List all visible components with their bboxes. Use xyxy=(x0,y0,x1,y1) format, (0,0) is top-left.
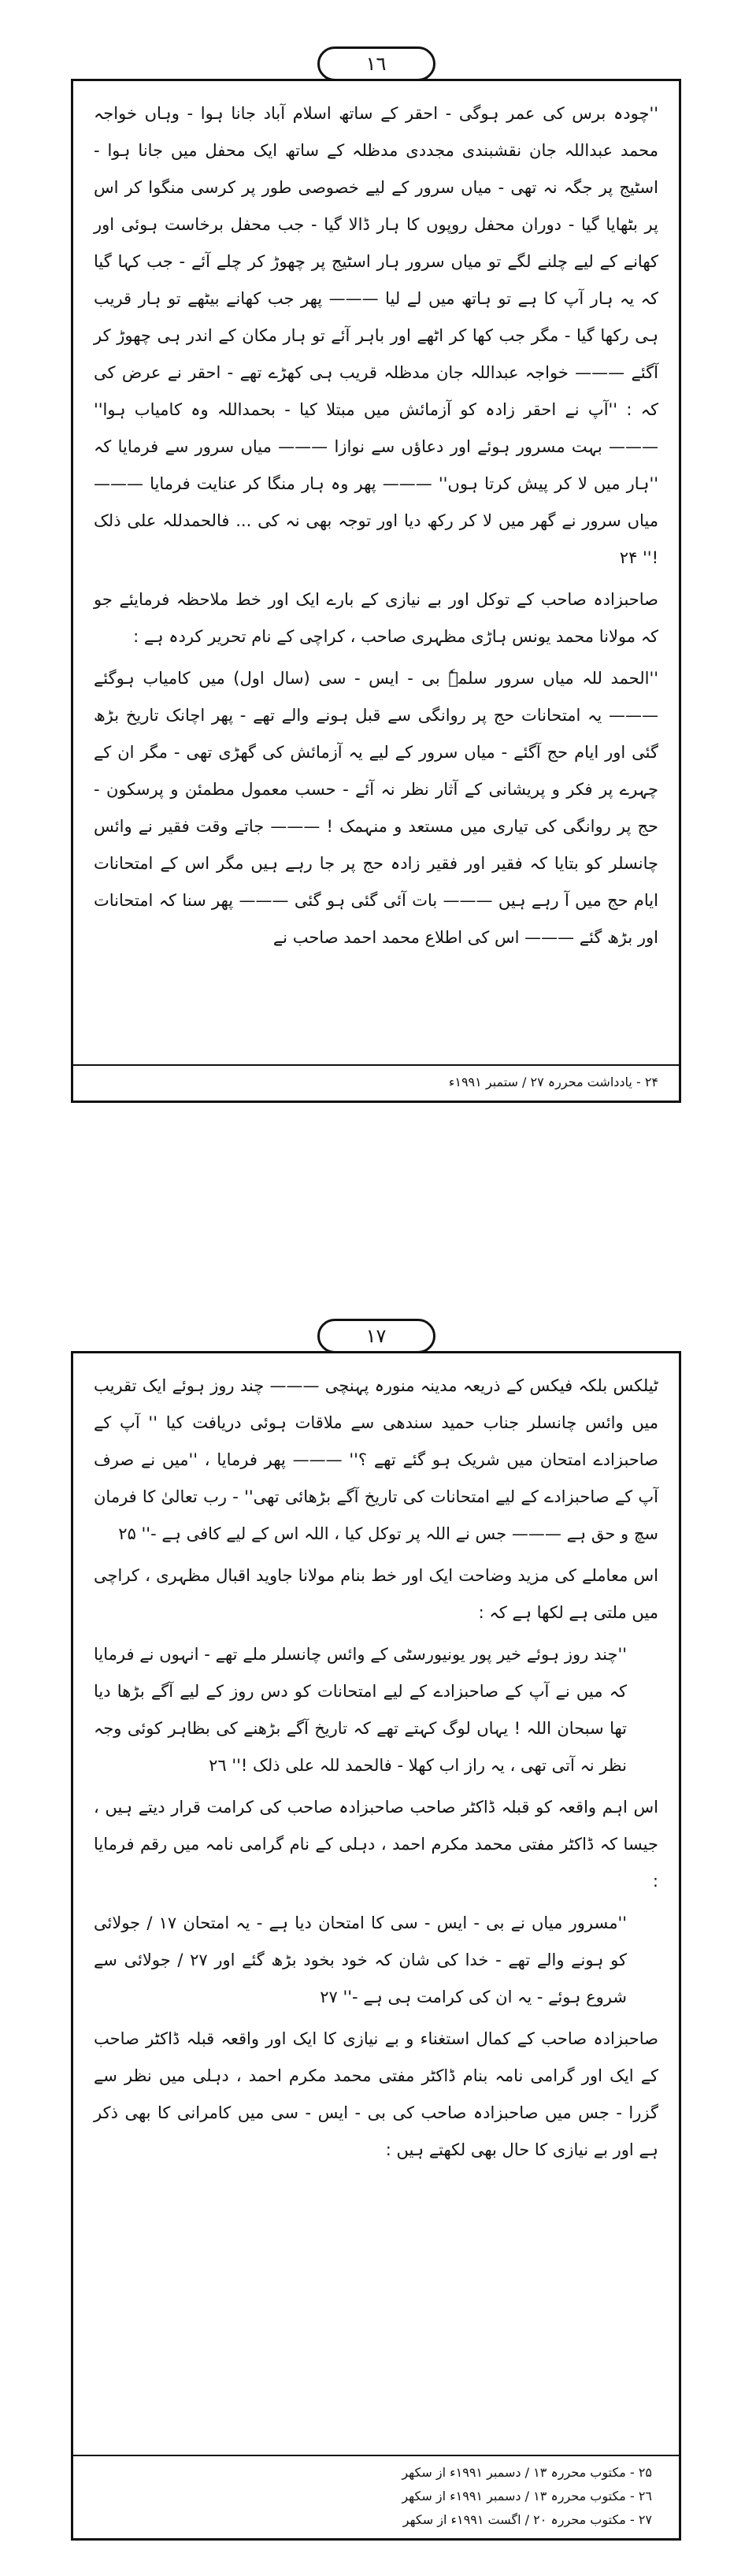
page-number: ١٦ xyxy=(317,46,435,81)
paragraph: ''الحمد للہ میاں سرور سلمہٗ بی - ایس - سی (سال اول) میں کامیاب ہوگئے ——— یہ امتحانات حج پر روانگی سے قبل ہونے والے تھے - پھر اچانک تاریخ بڑھ گئی اور ایام حج آگئے - میاں سرور کے لیے یہ آزمائش کی گھڑی تھی - مگر ان کے چہرے پر فکر و پریشانی کے آثار نظر نہ آئے - حسب معمول مطمئن و پرسکون - حج پر روانگی کی تیاری میں مستعد و منہمک ! ——— جاتے وقت فقیر نے وائس چانسلر کو بتایا کہ فقیر اور فقیر زادہ حج پر جا رہے ہیں مگر اس کے امتحانات ایام حج میں آ رہے ہیں ——— بات آئی گئی ہو گئی ——— پھر سنا کہ امتحانات اور بڑھ گئے ——— اس کی اطلاع محمد احمد صاحب نے xyxy=(94,669,658,947)
paragraph: ''مسرور میاں نے بی - ایس - سی کا امتحان دیا ہے - یہ امتحان ١٧ / جولائی کو ہونے والے تھے - خدا کی شان کہ خود بخود بڑھ گئے اور ٢٧ / جولائی سے شروع ہوئے - یہ ان کی کرامت ہی ہے -'' ٢٧ xyxy=(94,1913,627,2006)
page-17 xyxy=(71,1325,681,2541)
footnote: ٢٧ - مکتوب محررہ ٢٠ / اگست ١٩٩١ء از سکھر xyxy=(402,2512,652,2527)
footnotes xyxy=(73,2455,679,2538)
page-number: ١٧ xyxy=(317,1319,435,1353)
paragraph: صاحبزادہ صاحب کے کمال استغناء و بے نیازی کا ایک اور واقعہ قبلہ ڈاکٹر صاحب کے ایک اور گرامی نامہ بنام ڈاکٹر مفتی محمد مکرم احمد ، دہلی میں نظر سے گزرا - جس میں صاحبزادہ صاحب کی بی - ایس - سی میں کامرانی کا بھی ذکر ہے اور بے نیازی کا حال بھی لکھتے ہیں : xyxy=(94,2029,658,2159)
paragraph: اس اہم واقعہ کو قبلہ ڈاکٹر صاحب صاحبزادہ صاحب کی کرامت قرار دیتے ہیں ، جیسا کہ ڈاکٹر مفتی محمد مکرم احمد ، دہلی کے نام گرامی نامہ میں رقم فرمایا : xyxy=(94,1798,658,1891)
paragraph: اس معاملے کی مزید وضاحت ایک اور خط بنام مولانا جاوید اقبال مظہری ، کراچی میں ملتی ہے لکھا ہے کہ : xyxy=(94,1566,658,1622)
footnotes xyxy=(73,1064,679,1101)
paragraph: صاحبزادہ صاحب کے توکل اور بے نیازی کے بارے ایک اور خط ملاحظہ فرمایئے جو کہ مولانا محمد یونس ہاڑی مظہری صاحب ، کراچی کے نام تحریر کردہ ہے : xyxy=(94,590,658,646)
footnote: ٢٦ - مکتوب محررہ ١٣ / دسمبر ١٩٩١ء از سکھر xyxy=(402,2489,652,2504)
paragraph: ''چودہ برس کی عمر ہوگی - احقر کے ساتھ اسلام آباد جانا ہوا - وہاں خواجہ محمد عبداللہ جان نقشبندی مجددی مدظلہ کے ساتھ ایک محفل میں جانا ہوا - اسٹیج پر جگہ نہ تھی - میاں سرور کے لیے خصوصی طور پر کرسی منگوا کر اس پر بٹھایا گیا - دوران محفل روپوں کا ہار ڈالا گیا - جب محفل برخاست ہوئی اور کھانے کے لیے چلنے لگے تو میاں سرور ہار اسٹیج پر چھوڑ کر چلے آئے - جب کہا گیا کہ یہ ہار آپ کا ہے تو ہاتھ میں لے لیا ——— پھر جب کھانے بیٹھے تو ہار قریب ہی رکھا گیا - مگر جب کھا کر اٹھے اور باہر آئے تو ہار مکان کے اندر ہی چھوڑ کر آگئے ——— خواجہ عبداللہ جان مدظلہ قریب ہی کھڑے تھے - احقر نے عرض کی کہ : ''آپ نے احقر زادہ کو آزمائش میں مبتلا کیا - بحمداللہ وہ کامیاب ہوا'' ——— بہت مسرور ہوئے اور دعاؤں سے نوازا ——— میاں سرور سے فرمایا کہ ''ہار میں لا کر پیش کرتا ہوں'' ——— پھر وہ ہار منگا کر عنایت فرمایا ——— میاں سرور نے گھر میں لا کر رکھ دیا اور توجہ بھی نہ کی ... فالحمدللہ علی ذلک !'' ٢۴ xyxy=(94,104,658,567)
page-16 xyxy=(71,53,681,1103)
paragraph: ٹیلکس بلکہ فیکس کے ذریعہ مدینہ منورہ پہنچی ——— چند روز ہوئے ایک تقریب میں وائس چانسلر جناب حمید سندھی سے ملاقات ہوئی دریافت کیا '' آپ کے صاحبزادے امتحان میں شریک ہو گئے تھے ؟'' ——— پھر فرمایا ، ''میں نے صرف آپ کے صاحبزادے کے لیے امتحانات کی تاریخ آگے بڑھائی تھی'' - رب تعالیٰ کا فرمان سچ و حق ہے ——— جس نے اللہ پر توکل کیا ، اللہ اس کے لیے کافی ہے -'' ٢۵ xyxy=(94,1376,658,1543)
page-body xyxy=(94,1368,658,2169)
footnote: ٢۴ - یادداشت محررہ ٢٧ / ستمبر ١٩٩١ء xyxy=(448,1075,658,1089)
page-body xyxy=(94,95,658,956)
footnote: ٢۵ - مکتوب محررہ ١٣ / دسمبر ١٩٩١ء از سکھر xyxy=(402,2465,652,2480)
paragraph: ''چند روز ہوئے خیر پور یونیورسٹی کے وائس چانسلر ملے تھے - انہوں نے فرمایا کہ میں نے آپ کے صاحبزادے کے لیے امتحانات کو دس روز کے لیے آگے بڑھا دیا تھا سبحان اللہ ! یہاں لوگ کہتے تھے کہ تاریخ آگے بڑھنے کی بظاہر کوئی وجہ نظر نہ آتی تھی ، یہ راز اب کھلا - فالحمد للہ علی ذلک !'' ٢٦ xyxy=(94,1645,627,1775)
